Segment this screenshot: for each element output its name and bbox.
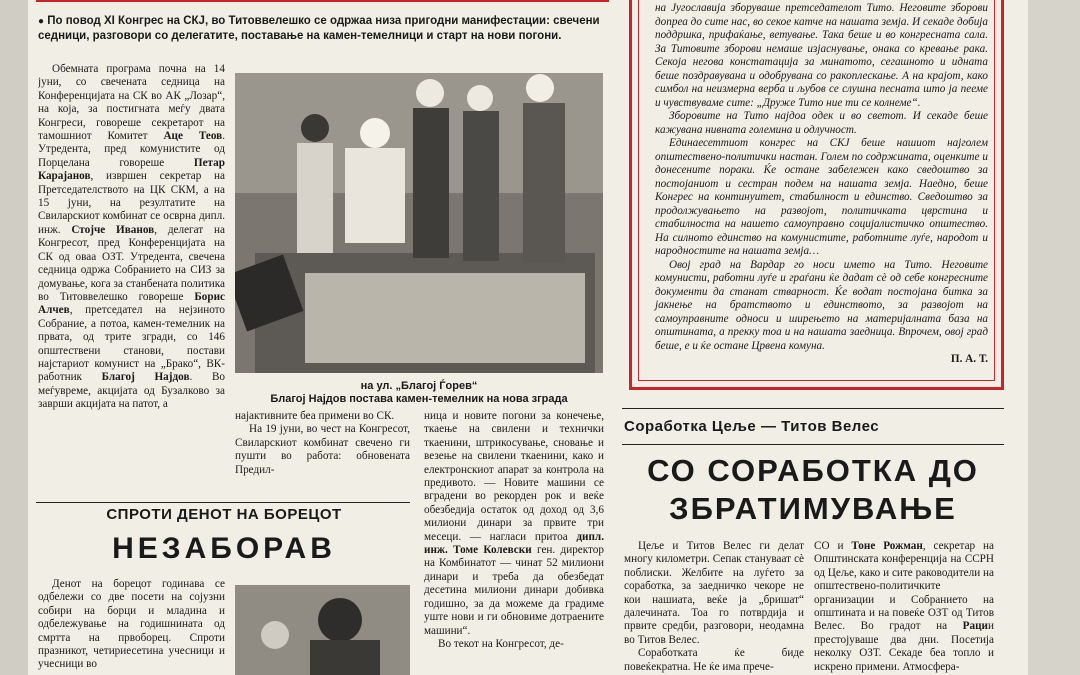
photo-illustration [235,73,603,373]
scan-edge-right [1028,0,1080,675]
left-headline: НЕЗАБОРАВ [112,532,336,565]
caption-line-1: на ул. „Благој Ѓорев“ [360,380,478,392]
col2-paragraph-2: На 19 јуни, во чест на Конгресот, Свиларскиот комбинат свечено ги пушти во работа: обновената Предил- [235,423,410,476]
right-headline [620,452,1006,528]
col2-paragraph-1: најактивните беа примени во СК. [235,410,395,422]
editorial-text: на Југославија зборуваше претседателот Тито. Неговите зборови допреа до сите нас, во секое катче на нашата земја. И секаде добија поддршка, прифаќање, ветување. Така беше и во конгресната сала. За Титовите зборови немаше изјаснување, онака со кревање рака. Секоја негова констатација за минатото, сегашното и идната беше поздравувана и одобрувана со ракоплескање. А на крајот, како симбол на неизмерна верба и љубов се слушна песната што ја пееме и чувствуваме сите: „Друже Тито ние ти се колнеме“. Зборовите на Тито најдоа одек и во светот. И секаде беше кажувана нивната големина и одлучност. Единаесеттиот конгрес на СКЈ беше нашиот најголем општествено-политички настан. Голем по содржината, оценките и донесените пораки. Ќе остане забележен како сведоштво за постојаниот и сестран подем на нашата земја. Наедно, беше Конгрес на континуитет, стабилност и единство. Сведоштво за продолжувањето на развојот, политичката цврстина и стабилноста на нашето самоуправно социјалистичко општество. На силното единство на комунистите, работните луѓе, народот и народностите на нашата земја… Овој град на Вардар го носи името на Тито. Неговите комунисти, работни луѓе и граѓани ќе дадат сè од себе конгресните документи да станат стварност. Ќе водат постојана битка за јакнење на братството и единството, за развојот на самоуправните односи и ширењето на материјалната база на општината, а прекку тоа и на нашата заедница. Впрочем, овој град беше, е и ќе остане Црвена комуна. П. А. Т. [655,2,988,365]
right-headline-line-2: ЗБРАТИМУВАЊЕ [669,491,957,526]
caption-line-2: Благој Најдов постава камен-темелник на нова зграда [270,393,568,405]
left-kicker: СПРОТИ ДЕНОТ НА БОРЕЦОТ [106,506,342,523]
left-article-text: Денот на борецот годинава се одбележи со две посети на сојузни собири на борци и младина и одбележување на годишнината од смртта на првоборец. Спроти празникот, четириесетина учесници и учесници во [38,578,225,671]
article-column-2 [235,410,410,490]
top-red-rule [36,0,609,2]
right-headline-line-1: СО СОРАБОТКА ДО [647,453,979,488]
editorial-signature: П. А. Т. [950,353,988,365]
section-rule [36,502,410,503]
article-column-3: ница и новите погони за конечење, ткаење на свилени и технички ткаенини, штрикосување, сновање и везење на свилени ткаенини, како и електронскиот апарат за контрола на предивото. — Новите машини се вградени во рекорден рок и веќе обезбедија остаток од доход од 3,6 милиони динари за првите три месеци. — наглаcи притоа дипл. инж. Томе Колевски ген. директор на Комбинатот — чинат 52 милиони динари и треба да обезбедат десетина милиони динари добивка годишно, за да можеме да градиме уште нови и ги обновиме дотраените машини“. Во текот на Конгресот, де- [424,410,604,650]
photo-illustration-2 [235,585,410,675]
col3-paragraph-2: Во текот на Конгресот, де- [438,637,564,650]
right-article-column-2: СО и Тоне Рожман, секретар на Општинската конференција на ССРН од Цеље, како и сите раководители на општествено-политичките организации и Собранието на општината и на повеќе ОЗТ од Титов Велес. Во градот на Рации престојуваше два дни. Посетија неколку ОЗТ. Секаде беа топло и искрено примени. Атмосфера- [814,540,994,673]
lead-text: По повод XI Конгрес на СКЈ, во Титоввелешко се одржаа низа пригодни манифестации: свечени седници, разговори со делегатите, поставање на камен-темелници и старт на нови погони. [38,15,600,42]
bullet-icon: ● [38,16,45,27]
photo-cornerstone-ceremony [235,73,603,373]
right-kicker: Соработка Цеље — Титов Велес [624,418,880,435]
right-kicker-rule [622,444,1004,445]
scan-edge-left [0,0,28,675]
photo-veterans [235,585,410,675]
right-section-rule [622,408,1004,409]
article-column-1: Обемната програма почна на 14 јуни, со свечената седница на Конференцијата на СК во АК „Лозар“, на која, за постигната меѓу двата Конгреси, говореше секретарот на тамошниот Комитет Аце Теов. Утредента, пред комунистите од Порцелана говореше Петар Карајанов, извршен секретар на Претседателството на ЦК СКМ, а на 15 јуни, на резултатите на Свиларскиот комбинат се осврна дипл. инж. Стојче Иванов, делегат на Конгресот, пред Конференцијата на СК од оваа ОЗТ. Утредента, свечена седница одржа Собранието на СИЗ за домување, кога за станбената политика во Титоввелешко говореше Борис Алчев, претседател на нејзиното Собрание, а потоа, камен-темелник на првата, од трите згради, со 146 општествени станови, постави најстариот комунист на „Брако“, ВК-работник Благој Најдов. Во меѓувреме, акцијата од Бузалково за заврши акцијата на патот, а [38,63,225,411]
right-article-column-1: Цеље и Титов Велес ги делат многу километри. Сепак стануваат сè поблиски. Желбите на луѓето за соработка, за заедничко чекоре не кои нашиата, веќе ја „бришат“ далечината. Тоа го потврдија и првите средби, разговори, неодамна во Титов Велес. Соработката ќе биде повеќекратна. Не ќе има прече- [624,540,804,673]
article-lead [38,14,608,43]
photo-caption [235,380,603,406]
